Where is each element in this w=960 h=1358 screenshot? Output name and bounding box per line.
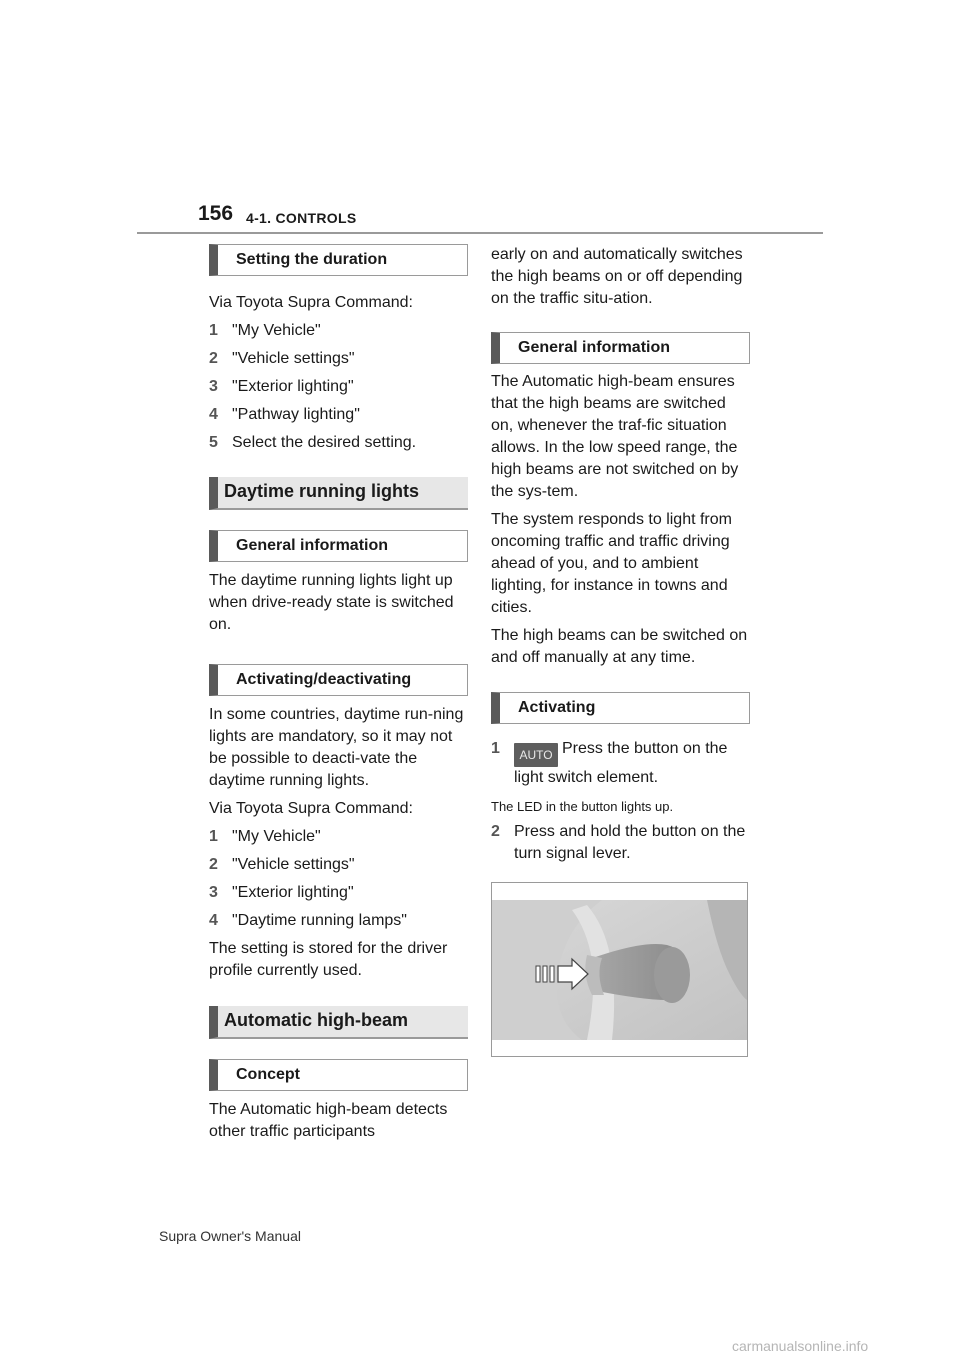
heading-daytime-running-lights: Daytime running lights: [209, 477, 468, 510]
concept-text: The Automatic high-beam detects other traffic participants: [209, 1101, 448, 1140]
intro-text: Via Toyota Supra Command:: [209, 800, 413, 817]
list-item: 3 "Exterior lighting": [209, 884, 354, 901]
list-item-hold-lever: 2 Press and hold the button on the turn signal lever.: [491, 823, 746, 862]
list-item: 1 "My Vehicle": [209, 828, 321, 845]
general-text-2: The system responds to light from oncoming traffic and traffic driving ahead of you, and to ambient lighting, for instance in towns and cities.: [491, 511, 732, 616]
heading-automatic-high-beam: Automatic high-beam: [209, 1006, 468, 1039]
turn-signal-lever-illustration: [492, 900, 747, 1040]
section-title: 4-1. CONTROLS: [246, 210, 357, 226]
watermark: carmanualsonline.info: [732, 1338, 869, 1354]
heading-setting-duration: Setting the duration: [209, 244, 468, 276]
countries-text: In some countries, daytime run-ning lights are mandatory, so it may not be possible to deacti-vate the daytime running lights.: [209, 706, 464, 789]
list-item: 5 Select the desired setting.: [209, 434, 417, 451]
heading-activating: Activating: [491, 692, 750, 724]
list-item: 4 "Pathway lighting": [209, 406, 360, 423]
heading-activating-deactivating: Activating/deactivating: [209, 664, 468, 696]
footer-manual-title: Supra Owner's Manual: [159, 1228, 301, 1244]
continued-text: early on and automatically switches the high beams on or off depending on the traffic situ-ation.: [491, 246, 743, 307]
list-item: 3 "Exterior lighting": [209, 378, 354, 395]
list-item: 2 "Vehicle settings": [209, 350, 355, 367]
led-note: The LED in the button lights up.: [491, 799, 674, 814]
left-column: [209, 244, 469, 1143]
drl-description: The daytime running lights light up when drive-ready state is switched on.: [209, 572, 454, 633]
turn-signal-lever-figure: [491, 882, 748, 1057]
steps-list-drl: [209, 826, 469, 932]
auto-button-icon: AUTO: [514, 743, 558, 767]
steps-list-pathway: [209, 320, 469, 454]
general-text-1: The Automatic high-beam ensures that the high beams are switched on, whenever the traf-fic situation allows. In the low speed range, the high beams are not switched on by the sys-tem.: [491, 373, 739, 500]
heading-concept: Concept: [209, 1059, 468, 1091]
right-column: [491, 244, 751, 1057]
header-rule: [137, 232, 823, 234]
general-text-3: The high beams can be switched on and off manually at any time.: [491, 627, 748, 666]
stored-text: The setting is stored for the driver profile currently used.: [209, 940, 448, 979]
list-item: 2 "Vehicle settings": [209, 856, 355, 873]
heading-general-information-ahb: General information: [491, 332, 750, 364]
list-item-press-auto: 1 AUTO Press the button on the light switch element.: [491, 740, 728, 786]
list-item: 4 "Daytime running lamps": [209, 912, 407, 929]
page-number: 156: [198, 202, 234, 225]
list-item: 1 "My Vehicle": [209, 322, 321, 339]
heading-general-information: General information: [209, 530, 468, 562]
intro-text: Via Toyota Supra Command:: [209, 294, 413, 311]
